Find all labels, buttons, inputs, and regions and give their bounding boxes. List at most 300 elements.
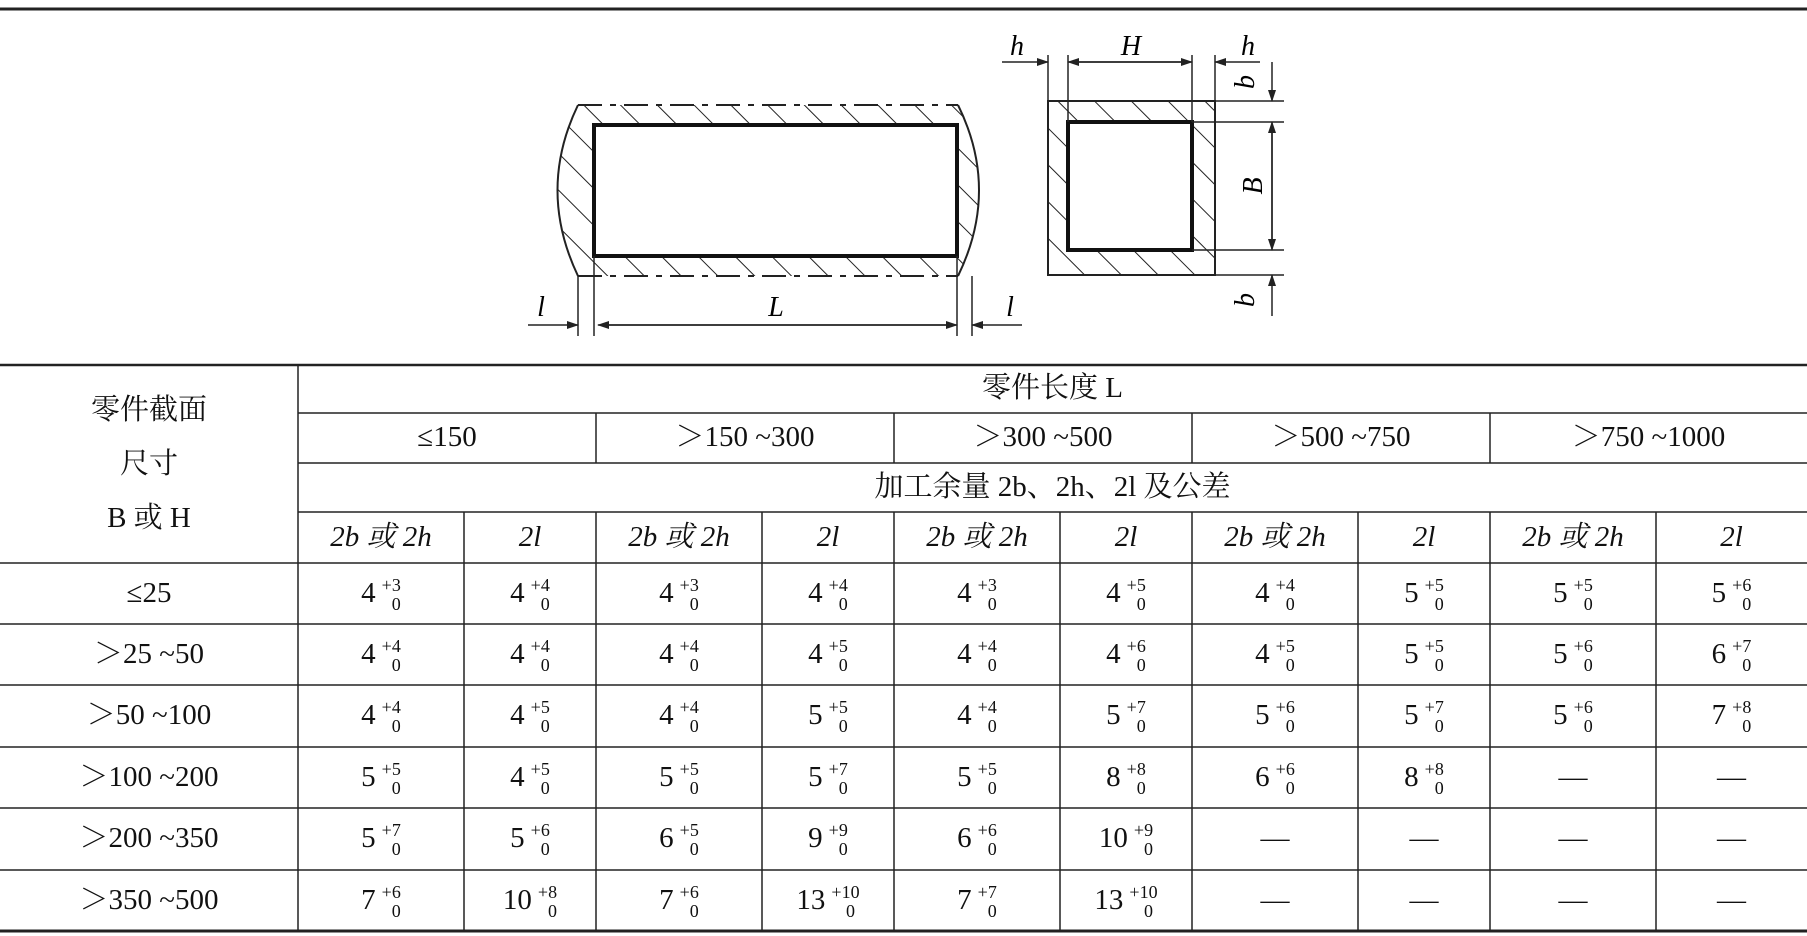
- tolerance-lower: 0: [1742, 716, 1752, 736]
- tolerance-upper: +5: [828, 635, 848, 656]
- tolerance-upper: +5: [381, 758, 401, 779]
- table-cell: [1192, 808, 1358, 870]
- allowance-value: 4: [808, 637, 823, 670]
- tolerance-upper: +6: [1126, 635, 1146, 656]
- dash-value: —: [1717, 822, 1746, 855]
- table-cell: [298, 870, 464, 931]
- allowance-value: 5: [808, 699, 823, 732]
- table-cell: [894, 563, 1060, 624]
- allowance-value: 5: [361, 760, 376, 793]
- tolerance-upper: +6: [1573, 697, 1593, 717]
- allowance-value: 4: [510, 576, 525, 609]
- tolerance-lower: 0: [1136, 593, 1146, 614]
- table-cell: [1490, 747, 1656, 808]
- label-H: H: [1120, 31, 1142, 62]
- tolerance-lower: 0: [391, 593, 401, 614]
- dash-value: —: [1409, 822, 1439, 855]
- allowance-value: 4: [361, 576, 376, 609]
- tolerance-lower: 0: [1434, 654, 1444, 675]
- tolerance-lower: 0: [540, 654, 550, 675]
- table-cell: [298, 747, 464, 808]
- tolerance-lower: 0: [838, 777, 848, 798]
- tolerance-lower: 0: [540, 777, 550, 798]
- tolerance: [1129, 883, 1157, 921]
- row-label: ＞100 ~200: [79, 760, 219, 793]
- tolerance-lower: 0: [689, 777, 699, 798]
- tolerance-lower: 0: [1583, 593, 1593, 614]
- tolerance: [1276, 637, 1295, 675]
- tolerance-lower: 0: [1434, 777, 1444, 798]
- table-cell: [762, 685, 894, 747]
- tolerance-lower: 0: [987, 716, 997, 736]
- tolerance-lower: 0: [846, 900, 855, 921]
- tolerance-lower: 0: [987, 777, 997, 798]
- allowance-value: 5: [510, 822, 525, 855]
- tolerance: [382, 821, 401, 859]
- table-cell: [596, 685, 762, 747]
- table-cell: [1358, 747, 1490, 808]
- allowance-value: 4: [1106, 637, 1121, 670]
- tolerance-lower: 0: [838, 593, 848, 614]
- tolerance: [382, 637, 401, 675]
- row-header-line3: B 或 H: [107, 502, 191, 534]
- label-h-left: h: [1010, 31, 1024, 62]
- table-cell: [762, 624, 894, 685]
- dash-value: —: [1558, 883, 1588, 916]
- table-cell: [298, 685, 464, 747]
- tolerance: [978, 698, 997, 736]
- table-cell: [762, 808, 894, 870]
- tolerance: [1574, 576, 1593, 614]
- tolerance-upper: +7: [828, 758, 848, 779]
- tolerance-upper: +6: [1573, 635, 1593, 656]
- allowance-value: 4: [510, 760, 525, 793]
- tolerance-lower: 0: [1285, 777, 1295, 798]
- tolerance-lower: 0: [838, 839, 848, 859]
- allowance-value: 4: [957, 699, 972, 732]
- tolerance-upper: +7: [977, 881, 997, 902]
- tolerance: [1574, 637, 1593, 675]
- tolerance: [1574, 698, 1593, 736]
- allowance-value: 9: [808, 822, 823, 855]
- sub-header: 2b 或 2h: [926, 520, 1028, 553]
- tolerance-upper: +5: [530, 697, 550, 717]
- length-range: ＞500 ~750: [1271, 421, 1411, 454]
- tolerance: [1276, 760, 1295, 798]
- dash-value: —: [1558, 760, 1588, 793]
- table-cell: [1490, 808, 1656, 870]
- tolerance-lower: 0: [987, 593, 997, 614]
- table-cell: [1060, 624, 1192, 685]
- allowance-value: 4: [1106, 576, 1121, 609]
- tolerance: [382, 760, 401, 798]
- tolerance: [531, 821, 550, 859]
- tolerance-upper: +5: [977, 758, 997, 779]
- row-label: ＞200 ~350: [79, 822, 219, 855]
- allowance-value: 4: [510, 699, 525, 732]
- row-label: ＞350 ~500: [79, 883, 219, 916]
- sub-header: 2b 或 2h: [1224, 520, 1326, 553]
- table-cell: [464, 624, 596, 685]
- tolerance-upper: +5: [679, 758, 699, 779]
- table-cell: [762, 747, 894, 808]
- table-cell: [464, 870, 596, 931]
- allowance-value: 7: [361, 883, 376, 916]
- tolerance-upper: +6: [381, 881, 401, 902]
- tolerance-upper: +5: [1424, 635, 1444, 656]
- tolerance-lower: 0: [1285, 654, 1295, 675]
- tolerance-lower: 0: [391, 716, 401, 736]
- sub-header: 2l: [1114, 520, 1138, 553]
- table-cell: [894, 870, 1060, 931]
- table-cell: [596, 747, 762, 808]
- table-cell: [894, 685, 1060, 747]
- tolerance-lower: 0: [1285, 593, 1295, 614]
- tolerance: [978, 883, 997, 921]
- tolerance: [531, 760, 550, 798]
- tolerance-upper: +4: [381, 635, 401, 656]
- tolerance-lower: 0: [689, 839, 699, 859]
- allowance-value: 4: [957, 637, 972, 670]
- tolerance-upper: +6: [530, 820, 550, 840]
- allowance-value: 10: [502, 883, 532, 916]
- tolerance-upper: +4: [679, 635, 699, 656]
- sub-header: 2b 或 2h: [628, 520, 730, 553]
- allowance-value: 4: [361, 699, 376, 732]
- tolerance-lower: 0: [548, 900, 557, 921]
- tolerance-upper: +5: [679, 820, 699, 840]
- tolerance: [538, 883, 557, 921]
- allowance-value: 7: [957, 883, 972, 916]
- sub-header: 2l: [1720, 520, 1743, 553]
- tolerance-lower: 0: [1742, 654, 1752, 675]
- tolerance-upper: +4: [679, 697, 699, 717]
- tolerance-lower: 0: [1742, 593, 1752, 614]
- tolerance-upper: +8: [1424, 758, 1444, 779]
- table-cell: [464, 747, 596, 808]
- tolerance-lower: 0: [391, 654, 401, 675]
- allowance-value: 8: [1106, 760, 1121, 793]
- sub-header: 2l: [518, 520, 542, 553]
- sub-header: 2l: [816, 520, 840, 553]
- dash-value: —: [1409, 883, 1439, 916]
- tolerance: [1134, 821, 1153, 859]
- tolerance-upper: +8: [537, 881, 558, 902]
- allowance-value: 4: [659, 637, 674, 670]
- tolerance: [978, 576, 997, 614]
- table-cell: [1656, 685, 1807, 747]
- tolerance-upper: +5: [828, 697, 848, 717]
- allowance-value: 5: [1255, 699, 1270, 732]
- length-range: ＞150 ~300: [675, 421, 815, 454]
- table-cell: [894, 747, 1060, 808]
- tolerance: [829, 760, 848, 798]
- row-label: ＞50 ~100: [86, 699, 212, 732]
- table-cell: [298, 624, 464, 685]
- allowance-header: 加工余量 2b、2h、2l 及公差: [874, 470, 1231, 503]
- table-cell: [1192, 563, 1358, 624]
- tolerance-lower: 0: [689, 593, 699, 614]
- tolerance-lower: 0: [838, 654, 848, 675]
- allowance-value: 6: [1255, 760, 1270, 793]
- table-cell: [1060, 870, 1192, 931]
- tolerance-upper: +3: [381, 574, 401, 595]
- allowance-value: 4: [659, 576, 674, 609]
- tolerance: [382, 883, 401, 921]
- dash-value: —: [1717, 760, 1746, 793]
- tolerance: [531, 698, 550, 736]
- table-cell: [762, 563, 894, 624]
- tolerance: [1276, 698, 1295, 736]
- table-cell: [298, 563, 464, 624]
- dash-value: —: [1558, 822, 1588, 855]
- label-l-right: l: [1006, 292, 1014, 323]
- tolerance-upper: +7: [381, 820, 401, 840]
- tolerance-upper: +4: [977, 635, 997, 656]
- allowance-value: 10: [1098, 822, 1128, 855]
- tolerance: [531, 576, 550, 614]
- table-cell: [894, 624, 1060, 685]
- tolerance-lower: 0: [689, 716, 699, 736]
- table-cell: [464, 685, 596, 747]
- length-range: ＞300 ~500: [973, 421, 1113, 454]
- allowance-value: 5: [1404, 699, 1419, 732]
- label-l-left: l: [537, 292, 545, 323]
- table-cell: [596, 870, 762, 931]
- sub-header: 2b 或 2h: [1522, 520, 1624, 553]
- allowance-value: 4: [1255, 637, 1270, 670]
- tolerance: [1425, 698, 1444, 736]
- tolerance-lower: 0: [689, 654, 699, 675]
- tolerance-lower: 0: [1285, 716, 1295, 736]
- tolerance: [1732, 698, 1751, 736]
- tolerance-lower: 0: [1136, 777, 1146, 798]
- table-cell: [596, 808, 762, 870]
- tolerance-lower: 0: [1136, 716, 1146, 736]
- tolerance: [1127, 698, 1146, 736]
- tolerance: [382, 698, 401, 736]
- tolerance-upper: +6: [977, 820, 997, 840]
- allowance-value: 5: [1404, 637, 1419, 670]
- row-label: ＞25 ~50: [94, 637, 204, 670]
- tolerance-lower: 0: [987, 900, 997, 921]
- table-cell: [1060, 563, 1192, 624]
- allowance-value: 6: [957, 822, 972, 855]
- table-cell: [298, 808, 464, 870]
- allowance-value: 4: [957, 576, 972, 609]
- tolerance-lower: 0: [540, 593, 550, 614]
- tolerance: [1425, 576, 1444, 614]
- tolerance: [1127, 576, 1146, 614]
- tolerance-lower: 0: [987, 839, 997, 859]
- tolerance-upper: +10: [1129, 881, 1158, 902]
- length-range: ＞750 ~1000: [1571, 421, 1726, 454]
- tolerance-lower: 0: [540, 839, 550, 859]
- dash-value: —: [1717, 883, 1746, 916]
- allowance-value: 4: [1255, 576, 1270, 609]
- tolerance-lower: 0: [1583, 716, 1593, 736]
- allowance-value: 13: [1094, 883, 1124, 916]
- tolerance-upper: +5: [1275, 635, 1295, 656]
- allowance-value: 7: [659, 883, 674, 916]
- tolerance-lower: 0: [838, 716, 848, 736]
- tolerance-upper: +4: [530, 574, 550, 595]
- tolerance: [1276, 576, 1295, 614]
- tolerance-lower: 0: [1434, 716, 1444, 736]
- row-header: [0, 365, 298, 563]
- table-cell: [1192, 870, 1358, 931]
- tolerance-lower: 0: [540, 716, 550, 736]
- tolerance-upper: +7: [1126, 697, 1146, 717]
- table-cell: [1656, 808, 1807, 870]
- label-L: L: [768, 292, 784, 323]
- tolerance-upper: +3: [977, 574, 997, 595]
- table-cell: [1656, 563, 1807, 624]
- table-cell: [762, 870, 894, 931]
- allowance-value: 5: [1553, 699, 1568, 732]
- table-cell: [1490, 870, 1656, 931]
- tolerance: [1127, 760, 1146, 798]
- tolerance-upper: +6: [1275, 758, 1295, 779]
- allowance-value: 5: [1553, 576, 1568, 609]
- allowance-value: 4: [659, 699, 674, 732]
- tolerance: [1732, 576, 1751, 614]
- dash-value: —: [1260, 883, 1290, 916]
- label-B: B: [1238, 177, 1269, 195]
- allowance-value: 5: [659, 760, 674, 793]
- table-cell: [1192, 685, 1358, 747]
- length-range: ≤150: [417, 421, 477, 454]
- table-cell: [464, 808, 596, 870]
- dash-value: —: [1260, 822, 1290, 855]
- row-header-line2: 尺寸: [119, 448, 178, 480]
- tolerance: [829, 637, 848, 675]
- tolerance-upper: +8: [1732, 697, 1752, 717]
- table-cell: [1060, 685, 1192, 747]
- tolerance: [1127, 637, 1146, 675]
- table-cell: [1490, 624, 1656, 685]
- tolerance-upper: +6: [1275, 697, 1295, 717]
- allowance-value: 5: [957, 760, 972, 793]
- table-cell: [1358, 685, 1490, 747]
- tolerance: [829, 576, 848, 614]
- tolerance-upper: +9: [828, 820, 848, 840]
- tolerance-lower: 0: [689, 900, 699, 921]
- tolerance-lower: 0: [987, 654, 997, 675]
- table-cell: [1060, 808, 1192, 870]
- table-cell: [1192, 747, 1358, 808]
- tolerance: [1732, 637, 1751, 675]
- table-cell: [596, 624, 762, 685]
- table-cell: [1656, 870, 1807, 931]
- table-cell: [894, 808, 1060, 870]
- row-header-line1: 零件截面: [90, 394, 207, 426]
- allowance-value: 6: [659, 822, 674, 855]
- length-header: 零件长度 L: [982, 372, 1123, 405]
- tolerance: [680, 760, 699, 798]
- tolerance: [531, 637, 550, 675]
- tolerance: [680, 883, 699, 921]
- table-cell: [1358, 624, 1490, 685]
- tolerance: [1425, 760, 1444, 798]
- label-b-top: b: [1230, 75, 1261, 89]
- table-cell: [1358, 563, 1490, 624]
- allowance-value: 5: [808, 760, 823, 793]
- tolerance: [831, 883, 859, 921]
- tolerance-upper: +4: [1275, 574, 1295, 595]
- tolerance-upper: +3: [679, 574, 699, 595]
- tolerance: [680, 637, 699, 675]
- tolerance-upper: +5: [1126, 574, 1146, 595]
- tolerance-upper: +5: [530, 758, 550, 779]
- table-cell: [1358, 870, 1490, 931]
- tolerance: [829, 821, 848, 859]
- allowance-value: 5: [361, 822, 376, 855]
- tolerance: [978, 821, 997, 859]
- allowance-value: 4: [510, 637, 525, 670]
- tolerance-upper: +4: [381, 697, 401, 717]
- tolerance-upper: +4: [977, 697, 997, 717]
- tolerance-upper: +4: [530, 635, 550, 656]
- tolerance-upper: +7: [1424, 697, 1444, 717]
- table-cell: [1358, 808, 1490, 870]
- tolerance-upper: +9: [1133, 820, 1154, 840]
- table-cell: [1060, 747, 1192, 808]
- tolerance-lower: 0: [1144, 839, 1153, 859]
- table-cell: [1490, 685, 1656, 747]
- table-cell: [596, 563, 762, 624]
- tolerance-lower: 0: [391, 900, 401, 921]
- label-b-bottom: b: [1230, 293, 1261, 307]
- allowance-value: 5: [1553, 637, 1568, 670]
- tolerance-lower: 0: [391, 777, 401, 798]
- allowance-value: 5: [1106, 699, 1121, 732]
- tolerance-upper: +5: [1424, 574, 1444, 595]
- tolerance-lower: 0: [1583, 654, 1593, 675]
- tolerance-upper: +10: [831, 881, 860, 902]
- tolerance-lower: 0: [391, 839, 401, 859]
- allowance-value: 13: [796, 883, 826, 916]
- tolerance-upper: +5: [1573, 574, 1593, 595]
- tolerance-upper: +4: [828, 574, 848, 595]
- sub-header: 2l: [1412, 520, 1436, 553]
- table-cell: [1192, 624, 1358, 685]
- tolerance: [680, 698, 699, 736]
- tolerance-upper: +6: [679, 881, 699, 902]
- row-label: ≤25: [126, 576, 172, 609]
- allowance-value: 5: [1711, 576, 1727, 609]
- allowance-value: 4: [808, 576, 823, 609]
- tolerance-upper: +6: [1732, 574, 1752, 595]
- table-cell: [1490, 563, 1656, 624]
- tolerance-upper: +7: [1732, 635, 1752, 656]
- tolerance: [680, 576, 699, 614]
- label-h-right: h: [1241, 31, 1255, 62]
- tolerance: [829, 698, 848, 736]
- allowance-value: 4: [361, 637, 376, 670]
- tolerance: [680, 821, 699, 859]
- tolerance: [382, 576, 401, 614]
- table-cell: [1656, 624, 1807, 685]
- tolerance-lower: 0: [1136, 654, 1146, 675]
- allowance-value: 6: [1711, 637, 1727, 670]
- allowance-value: 7: [1711, 699, 1727, 732]
- tolerance: [978, 760, 997, 798]
- tolerance-lower: 0: [1434, 593, 1444, 614]
- allowance-value: 5: [1404, 576, 1419, 609]
- allowance-value: 8: [1404, 760, 1419, 793]
- sub-header: 2b 或 2h: [330, 520, 432, 553]
